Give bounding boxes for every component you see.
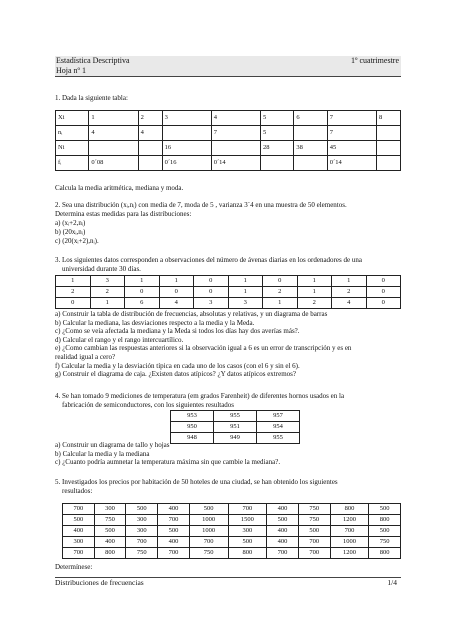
list-item: b) Calcular la media y la mediana [55, 449, 150, 458]
table-row [56, 287, 401, 298]
ex5-intro-1: 5. Investigados los precios por habitación de 50 hoteles de una ciudad, se han obtenido los siguientes [55, 478, 338, 486]
table-cell: 800 [94, 548, 126, 559]
ex5-table [62, 503, 401, 559]
list-item: e) ¿Como cambian las respuestas anteriores si la observación igual a 6 es un error de transcripción y es en [55, 344, 352, 353]
ex5-question: Determínese: [55, 563, 93, 571]
table-cell: 0´08 [89, 156, 138, 171]
header-sheet: Hoja nº 1 [56, 66, 87, 75]
table-cell: 300 [126, 526, 158, 537]
list-item: c) ¿Cuanto podría aumnetar la temperatura máxima sin que cambie la mediana?. [55, 458, 281, 467]
table-cell: 2 [332, 287, 367, 298]
table-cell: 16 [162, 141, 211, 156]
table-cell: 500 [267, 515, 299, 526]
table-cell: 2 [263, 287, 298, 298]
table-cell: 1 [263, 298, 298, 309]
table-cell: 0 [194, 287, 229, 298]
table-row [63, 515, 401, 526]
table-cell: 700 [63, 504, 95, 515]
table-cell: 5 [260, 111, 293, 126]
ex1-intro: 1. Dada la siguiente tabla: [55, 94, 128, 102]
list-item: realidad igual a cero? [55, 352, 116, 361]
table-cell: 957 [257, 411, 300, 422]
table-row [56, 156, 401, 171]
table-row [56, 111, 401, 126]
table-cell [294, 126, 327, 141]
table-cell: 7 [327, 111, 376, 126]
table-cell: 6 [125, 298, 160, 309]
table-cell: 1 [228, 287, 263, 298]
table-cell: 4 [138, 126, 162, 141]
table-cell: 3 [90, 276, 125, 287]
table-cell: 400 [267, 537, 299, 548]
table-cell: 700 [189, 537, 228, 548]
table-cell: 950 [171, 422, 214, 433]
table-cell: 954 [257, 422, 300, 433]
ex2-line-4: b) (20xᵢ,nᵢ) [55, 228, 86, 236]
table-cell: 1000 [189, 526, 228, 537]
table-cell: 1 [89, 111, 138, 126]
table-cell: 0´14 [327, 156, 376, 171]
table-cell: 38 [294, 141, 327, 156]
table-cell: 400 [158, 504, 190, 515]
table-cell: 750 [369, 537, 401, 548]
table-cell: 45 [327, 141, 376, 156]
table-cell [376, 126, 400, 141]
table-cell [376, 141, 400, 156]
table-cell: 2 [297, 298, 332, 309]
ex2-line-3: a) (xᵢ+2,nᵢ) [55, 219, 86, 227]
table-cell: 500 [298, 526, 330, 537]
table-cell: 300 [228, 526, 267, 537]
table-cell: 750 [126, 548, 158, 559]
table-cell: 1 [159, 276, 194, 287]
table-row [63, 526, 401, 537]
table-cell: 700 [158, 515, 190, 526]
ex4-intro-1: 4. Se han tomado 9 mediciones de temperatura (em grados Farenheit) de diferentes hornos usados en la [55, 392, 345, 400]
table-cell: 0 [125, 287, 160, 298]
table-row [171, 411, 300, 422]
table-cell: 500 [94, 526, 126, 537]
table-cell: 400 [158, 537, 190, 548]
table-cell: 1200 [330, 548, 369, 559]
table-cell [211, 141, 260, 156]
table-cell: 7 [327, 126, 376, 141]
table-cell: 300 [63, 537, 95, 548]
table-cell: 800 [330, 504, 369, 515]
table-cell: nᵢ [56, 126, 89, 141]
table-cell: 500 [158, 526, 190, 537]
table-cell: 4 [89, 126, 138, 141]
table-cell: 700 [228, 504, 267, 515]
table-cell: 1200 [330, 515, 369, 526]
table-cell: 1 [56, 276, 91, 287]
ex2-line-1: 2. Sea una distribución (xᵢ,nᵢ) con media de 7, moda de 5 , varianza 3´4 en una muestra de 50 elementos. [55, 201, 347, 209]
table-cell: 500 [189, 504, 228, 515]
footer-page-number: 1/4 [387, 578, 397, 587]
table-cell: 5 [260, 126, 293, 141]
table-cell: 1 [297, 287, 332, 298]
table-cell: 955 [214, 411, 257, 422]
table-cell: 8 [376, 111, 400, 126]
table-cell: 0 [366, 276, 401, 287]
table-cell [376, 156, 400, 171]
table-row [56, 298, 401, 309]
table-cell: 1 [332, 276, 367, 287]
list-item: a) Construir un diagrama de tallo y hojas [55, 441, 170, 449]
table-cell: 800 [369, 548, 401, 559]
table-row [171, 422, 300, 433]
table-row [63, 548, 401, 559]
table-cell: Xi [56, 111, 89, 126]
table-row [56, 276, 401, 287]
table-cell: 500 [369, 504, 401, 515]
table-row [63, 504, 401, 515]
table-cell: 0 [366, 298, 401, 309]
ex4-table [170, 410, 300, 444]
ex4-intro-2: fabricación de semiconductores, con los siguientes resultados [62, 401, 235, 409]
list-item: c) ¿Como se veía afectada la mediana y la Meda si todos los días hay dos averías más?. [55, 327, 300, 336]
table-cell: 750 [298, 504, 330, 515]
table-cell: 750 [189, 548, 228, 559]
table-cell: 750 [94, 515, 126, 526]
ex3-intro-1: 3. Los siguientes datos corresponden a observaciones del número de ávenas diarias en los ordenadores de una [55, 256, 362, 264]
ex2-line-5: c) (20(xᵢ+2),nᵢ). [55, 237, 99, 245]
table-cell [89, 141, 138, 156]
table-cell: 500 [126, 504, 158, 515]
table-cell: 2 [90, 287, 125, 298]
table-cell: 400 [267, 504, 299, 515]
page-header [55, 56, 401, 77]
table-cell: 0 [194, 276, 229, 287]
list-item: b) Calcular la mediana, las desviaciones respecto a la media y la Meda. [55, 318, 255, 327]
header-term: 1º cuatrimestre [350, 56, 399, 65]
table-cell: 750 [298, 515, 330, 526]
table-cell: 700 [330, 526, 369, 537]
table-cell: 800 [228, 548, 267, 559]
table-cell: 700 [298, 548, 330, 559]
ex1-question: Calcula la media aritmética, mediana y moda. [55, 184, 184, 192]
table-cell: 0´14 [211, 156, 260, 171]
table-cell: 500 [369, 526, 401, 537]
table-cell [138, 141, 162, 156]
table-cell: 1 [228, 276, 263, 287]
table-cell: 1000 [330, 537, 369, 548]
table-cell: 700 [63, 548, 95, 559]
table-cell: 0 [56, 298, 91, 309]
table-cell: 400 [63, 526, 95, 537]
table-row [63, 537, 401, 548]
table-cell: 700 [158, 548, 190, 559]
table-cell: 0 [263, 276, 298, 287]
table-cell: 3 [194, 298, 229, 309]
ex4-items [55, 441, 280, 467]
table-cell: 1 [90, 298, 125, 309]
table-cell [138, 156, 162, 171]
table-cell: 300 [126, 515, 158, 526]
table-cell: 400 [94, 537, 126, 548]
table-cell: 0 [159, 287, 194, 298]
table-cell: 700 [267, 548, 299, 559]
table-cell: 1 [125, 276, 160, 287]
table-cell: 2 [138, 111, 162, 126]
list-item: a) Construir la tabla de distribución de frecuencias, absolutas y relativas, y un diagrama de barras [55, 310, 328, 318]
table-cell: 4 [332, 298, 367, 309]
ex2-line-2: Determina estas medidas para las distribuciones: [55, 210, 192, 218]
ex1-table [55, 110, 401, 171]
table-cell: 0´16 [162, 156, 211, 171]
table-cell: 948 [171, 433, 214, 444]
table-cell [294, 156, 327, 171]
table-cell: 955 [257, 433, 300, 444]
table-cell: 953 [171, 411, 214, 422]
ex3-intro-2: universidad durante 30 días. [62, 265, 141, 273]
table-cell [162, 126, 211, 141]
header-title: Estadística Descriptiva [56, 56, 130, 65]
table-cell: 3 [228, 298, 263, 309]
table-cell: 800 [369, 515, 401, 526]
table-cell: 1 [297, 276, 332, 287]
table-cell: 500 [63, 515, 95, 526]
list-item: d) Calcular el rango y el rango intercuartílico. [55, 335, 184, 344]
table-cell: 1000 [189, 515, 228, 526]
table-cell: Ni [56, 141, 89, 156]
ex5-intro-2: resultados: [62, 487, 93, 495]
page-footer [55, 577, 401, 588]
table-cell: 500 [228, 537, 267, 548]
table-cell: 300 [94, 504, 126, 515]
table-cell: 700 [126, 537, 158, 548]
table-cell [260, 156, 293, 171]
table-cell: 400 [267, 526, 299, 537]
table-row [56, 126, 401, 141]
ex3-items [55, 310, 351, 379]
table-cell: 0 [366, 287, 401, 298]
table-cell: 2 [56, 287, 91, 298]
footer-left: Distribuciones de frecuencias [55, 578, 144, 587]
table-cell: 1500 [228, 515, 267, 526]
table-cell: 4 [211, 111, 260, 126]
table-cell: 6 [294, 111, 327, 126]
table-cell: 700 [298, 537, 330, 548]
table-cell: 7 [211, 126, 260, 141]
list-item: f) Calcular la media y la desviación típica en cada uno de los casos (con el 6 y sin el 6). [55, 361, 300, 370]
table-cell: 4 [159, 298, 194, 309]
ex3-table [55, 275, 401, 309]
list-item: g) Construir el diagrama de caja. ¿Existen datos atípicos? ¿Y datos atípicos extremos? [55, 370, 296, 379]
table-cell: fᵢ [56, 156, 89, 171]
table-cell: 951 [214, 422, 257, 433]
table-cell: 3 [162, 111, 211, 126]
table-row [56, 141, 401, 156]
table-cell: 28 [260, 141, 293, 156]
table-cell: 949 [214, 433, 257, 444]
